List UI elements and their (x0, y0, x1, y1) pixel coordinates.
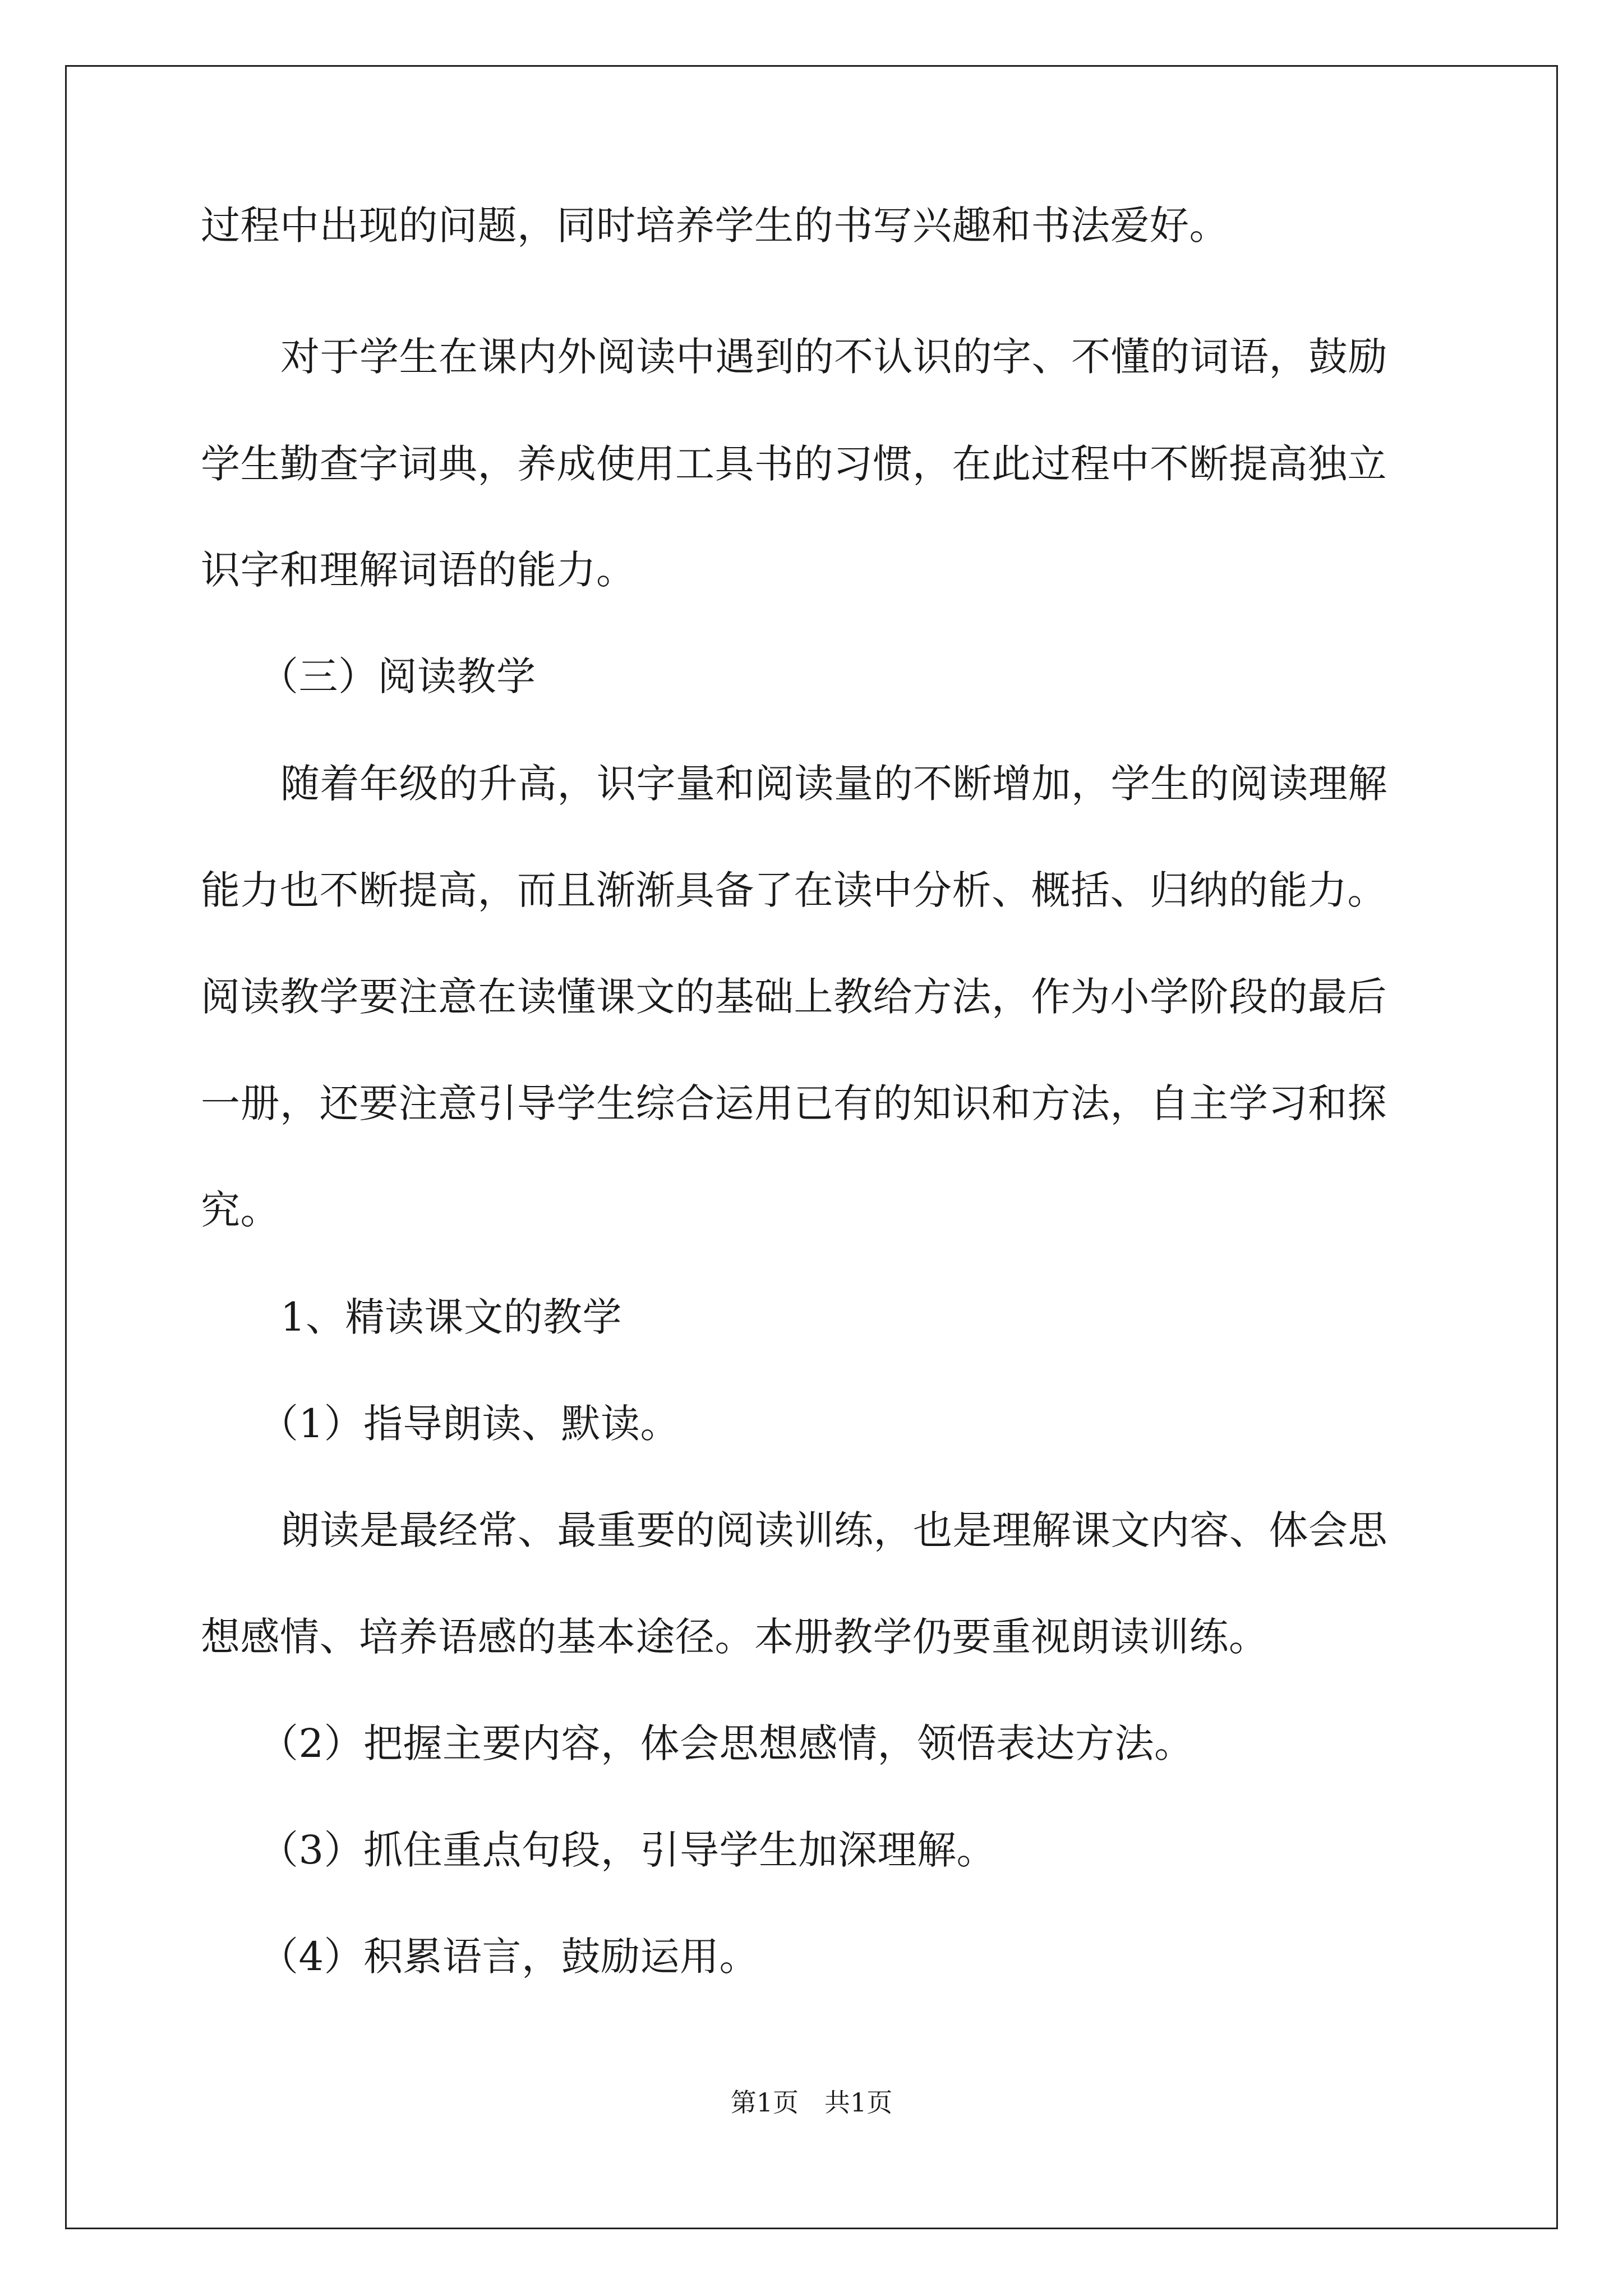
list-item: （1）指导朗读、默读。 (259, 1401, 680, 1447)
section-heading: （三）阅读教学 (259, 654, 536, 700)
paragraph-line: 一册，还要注意引导学生综合运用已有的知识和方法，自主学习和探 (201, 1080, 1387, 1126)
list-item: （4）积累语言，鼓励运用。 (259, 1934, 759, 1980)
paragraph-line: 随着年级的升高，识字量和阅读量的不断增加，学生的阅读理解 (280, 761, 1387, 807)
paragraph-line: 想感情、培养语感的基本途径。本册教学仍要重视朗读训练。 (201, 1614, 1269, 1660)
page-footer: 第1页 共1页 (730, 2087, 893, 2118)
page-border (65, 65, 1558, 2229)
list-item: （2）把握主要内容，体会思想感情，领悟表达方法。 (259, 1720, 1194, 1766)
paragraph-line: 对于学生在课内外阅读中遇到的不认识的字、不懂的词语，鼓励 (280, 334, 1387, 380)
paragraph-line: 过程中出现的问题，同时培养学生的书写兴趣和书法爱好。 (201, 203, 1229, 249)
paragraph-line: 能力也不断提高，而且渐渐具备了在读中分析、概括、归纳的能力。 (201, 867, 1387, 913)
paragraph-line: 识字和理解词语的能力。 (201, 547, 636, 593)
paragraph-line: 学生勤查字词典，养成使用工具书的习惯，在此过程中不断提高独立 (201, 441, 1387, 487)
paragraph-line: 究。 (201, 1187, 280, 1233)
paragraph-line: 阅读教学要注意在读懂课文的基础上教给方法，作为小学阶段的最后 (201, 974, 1387, 1020)
list-item: （3）抓住重点句段，引导学生加深理解。 (259, 1827, 997, 1873)
subsection-heading: 1、精读课文的教学 (280, 1294, 623, 1340)
paragraph-line: 朗读是最经常、最重要的阅读训练，也是理解课文内容、体会思 (280, 1507, 1387, 1553)
